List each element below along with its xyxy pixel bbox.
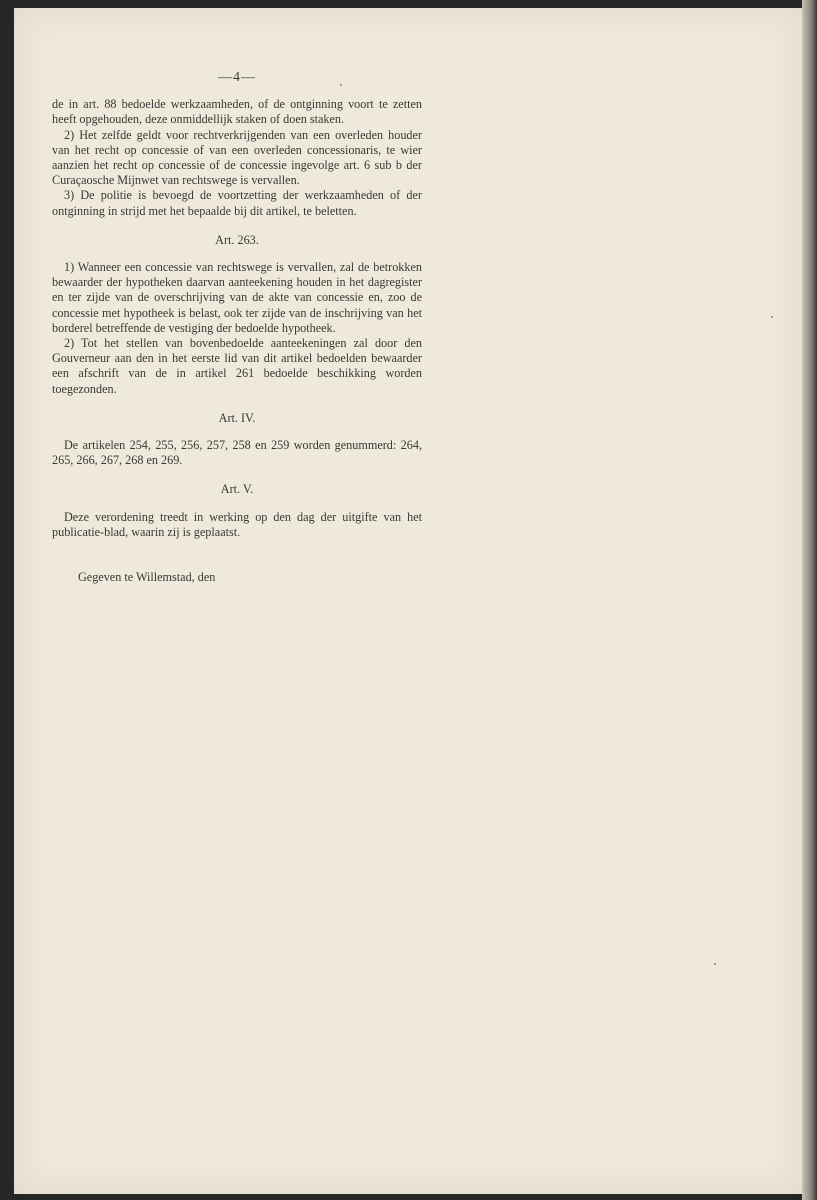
article-263-heading: Art. 263. [215, 232, 259, 247]
book-spine-edge [802, 0, 817, 1200]
article-263-paragraph-1: 1) Wanneer een concessie van rechtswege is vervallen, zal de betrokken bewaarder der hypotheken daarvan aanteekening houden in het dagregister en ter zijde van de overschrijving van de akte van concessie en, zoo de concessie met hypotheek is belast, ook ter zijde van de inschrijving van het borderel betreffende de vestiging der bedoelde hypotheek. [52, 260, 422, 335]
article-iv-heading: Art. IV. [218, 410, 256, 425]
page-number: —4— [218, 70, 256, 85]
paragraph-continued: de in art. 88 bedoelde werkzaamheden, of de ontginning voort te zetten heeft opgehouden, deze onmiddellijk staken of doen staken. [52, 97, 422, 127]
paragraph-3: 3) De politie is bevoegd de voortzetting der werkzaamheden of der ontginning in strijd met het bepaalde bij dit artikel, te beletten. [52, 188, 422, 218]
article-v-paragraph: Deze verordening treedt in werking op den dag der uitgifte van het publicatie-blad, waarin zij is geplaatst. [52, 509, 422, 539]
paper-speck [771, 316, 773, 318]
paper-speck [714, 963, 716, 965]
article-iv-paragraph: De artikelen 254, 255, 256, 257, 258 en 259 worden genummerd: 264, 265, 266, 267, 268 en 269. [52, 438, 422, 468]
signoff-line: Gegeven te Willemstad, den [78, 570, 216, 585]
article-v-heading: Art. V. [220, 482, 254, 497]
article-263-paragraph-2: 2) Tot het stellen van bovenbedoelde aanteekeningen zal door den Gouverneur aan den in het eerste lid van dit artikel bedoelden bewaarder een afschrift van de in artikel 261 bedoelde beschikking worden toegezonden. [52, 336, 422, 396]
paragraph-2: 2) Het zelfde geldt voor rechtverkrijgenden van een overleden houder van het recht op concessie of van een overleden concessionaris, te wier aanzien het recht op concessie of de concessie ingevolge art. 6 sub b der Curaçaosche Mijnwet van rechtswege is vervallen. [52, 127, 422, 188]
document-text [52, 70, 422, 585]
